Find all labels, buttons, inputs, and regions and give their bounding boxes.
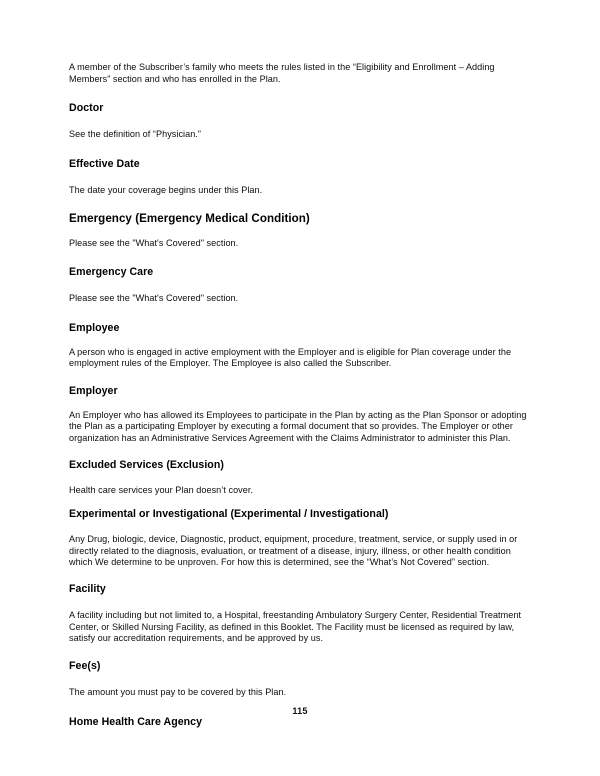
heading-employee: Employee <box>69 321 120 334</box>
definition-effective-date-body: The date your coverage begins under this Plan. <box>69 184 263 195</box>
heading-doctor: Doctor <box>69 102 104 115</box>
spacer <box>69 225 531 238</box>
spacer <box>69 85 531 102</box>
page-content <box>69 62 531 729</box>
definition-excluded-services-body: Health care services your Plan doesn’t cover. <box>69 484 254 495</box>
spacer <box>69 370 531 385</box>
spacer <box>69 521 531 534</box>
spacer <box>69 250 531 266</box>
spacer <box>69 673 531 687</box>
spacer <box>69 115 531 129</box>
heading-experimental-or-investigational: Experimental or Investigational (Experimental / Investigational) <box>69 508 389 521</box>
spacer <box>69 596 531 610</box>
definition-employee-body: A person who is engaged in active employment with the Employer and is eligible for Plan coverage under the employment rules of the Employer. The Employee is also called the Subscriber. <box>69 346 512 369</box>
heading-facility: Facility <box>69 582 106 595</box>
definition-doctor-body: See the definition of “Physician.” <box>69 129 201 140</box>
spacer <box>69 305 531 322</box>
spacer <box>69 335 531 347</box>
spacer <box>69 141 531 158</box>
heading-excluded-services: Excluded Services (Exclusion) <box>69 458 224 471</box>
heading-employer: Employer <box>69 384 118 397</box>
page-number: 115 <box>292 706 308 716</box>
definition-employer-body: An Employer who has allowed its Employees to participate in the Plan by acting as the Plan Sponsor or adopting the Plan as a participating Employer by executing a formal document that so provides. The Employer or other organization has an Administrative Services Agreement with the Claims Administrator to administer this Plan. <box>69 409 527 443</box>
definition-experimental-body: Any Drug, biologic, device, Diagnostic, product, equipment, procedure, treatment, service, or supply used in or directly related to the diagnosis, evaluation, or treatment of a disease, injury, illness, or other health condition which We determine to be unproven. For how this is determined, see the “What’s Not Covered” section. <box>69 534 518 568</box>
heading-emergency-care: Emergency Care <box>69 265 154 278</box>
spacer <box>69 398 531 410</box>
heading-emergency: Emergency (Emergency Medical Condition) <box>69 212 310 226</box>
definition-emergency-body: Please see the "What's Covered" section. <box>69 238 239 249</box>
definition-dependent-body: A member of the Subscriber’s family who meets the rules listed in the “Eligibility and Enrollment – Adding Members” section and who has enrolled in the Plan. <box>69 62 495 84</box>
spacer <box>69 171 531 185</box>
spacer <box>69 279 531 293</box>
definition-emergency-care-body: Please see the "What's Covered" section. <box>69 292 239 303</box>
heading-fees: Fee(s) <box>69 659 101 672</box>
definition-fees-body: The amount you must pay to be covered by this Plan. <box>69 686 287 697</box>
spacer <box>69 645 531 660</box>
heading-effective-date: Effective Date <box>69 157 140 170</box>
spacer <box>69 196 531 212</box>
definition-facility-body: A facility including but not limited to, a Hospital, freestanding Ambulatory Surgery Center, Residential Treatment Center, or Skilled Nursing Facility, as defined in this Booklet. The Facility must be licensed as required by law, satisfy our accreditation requirements, and be approved by us. <box>69 609 522 644</box>
spacer <box>69 445 531 459</box>
heading-home-health-care-agency: Home Health Care Agency <box>69 716 203 729</box>
spacer <box>69 569 531 583</box>
spacer <box>69 472 531 485</box>
spacer <box>69 496 531 508</box>
